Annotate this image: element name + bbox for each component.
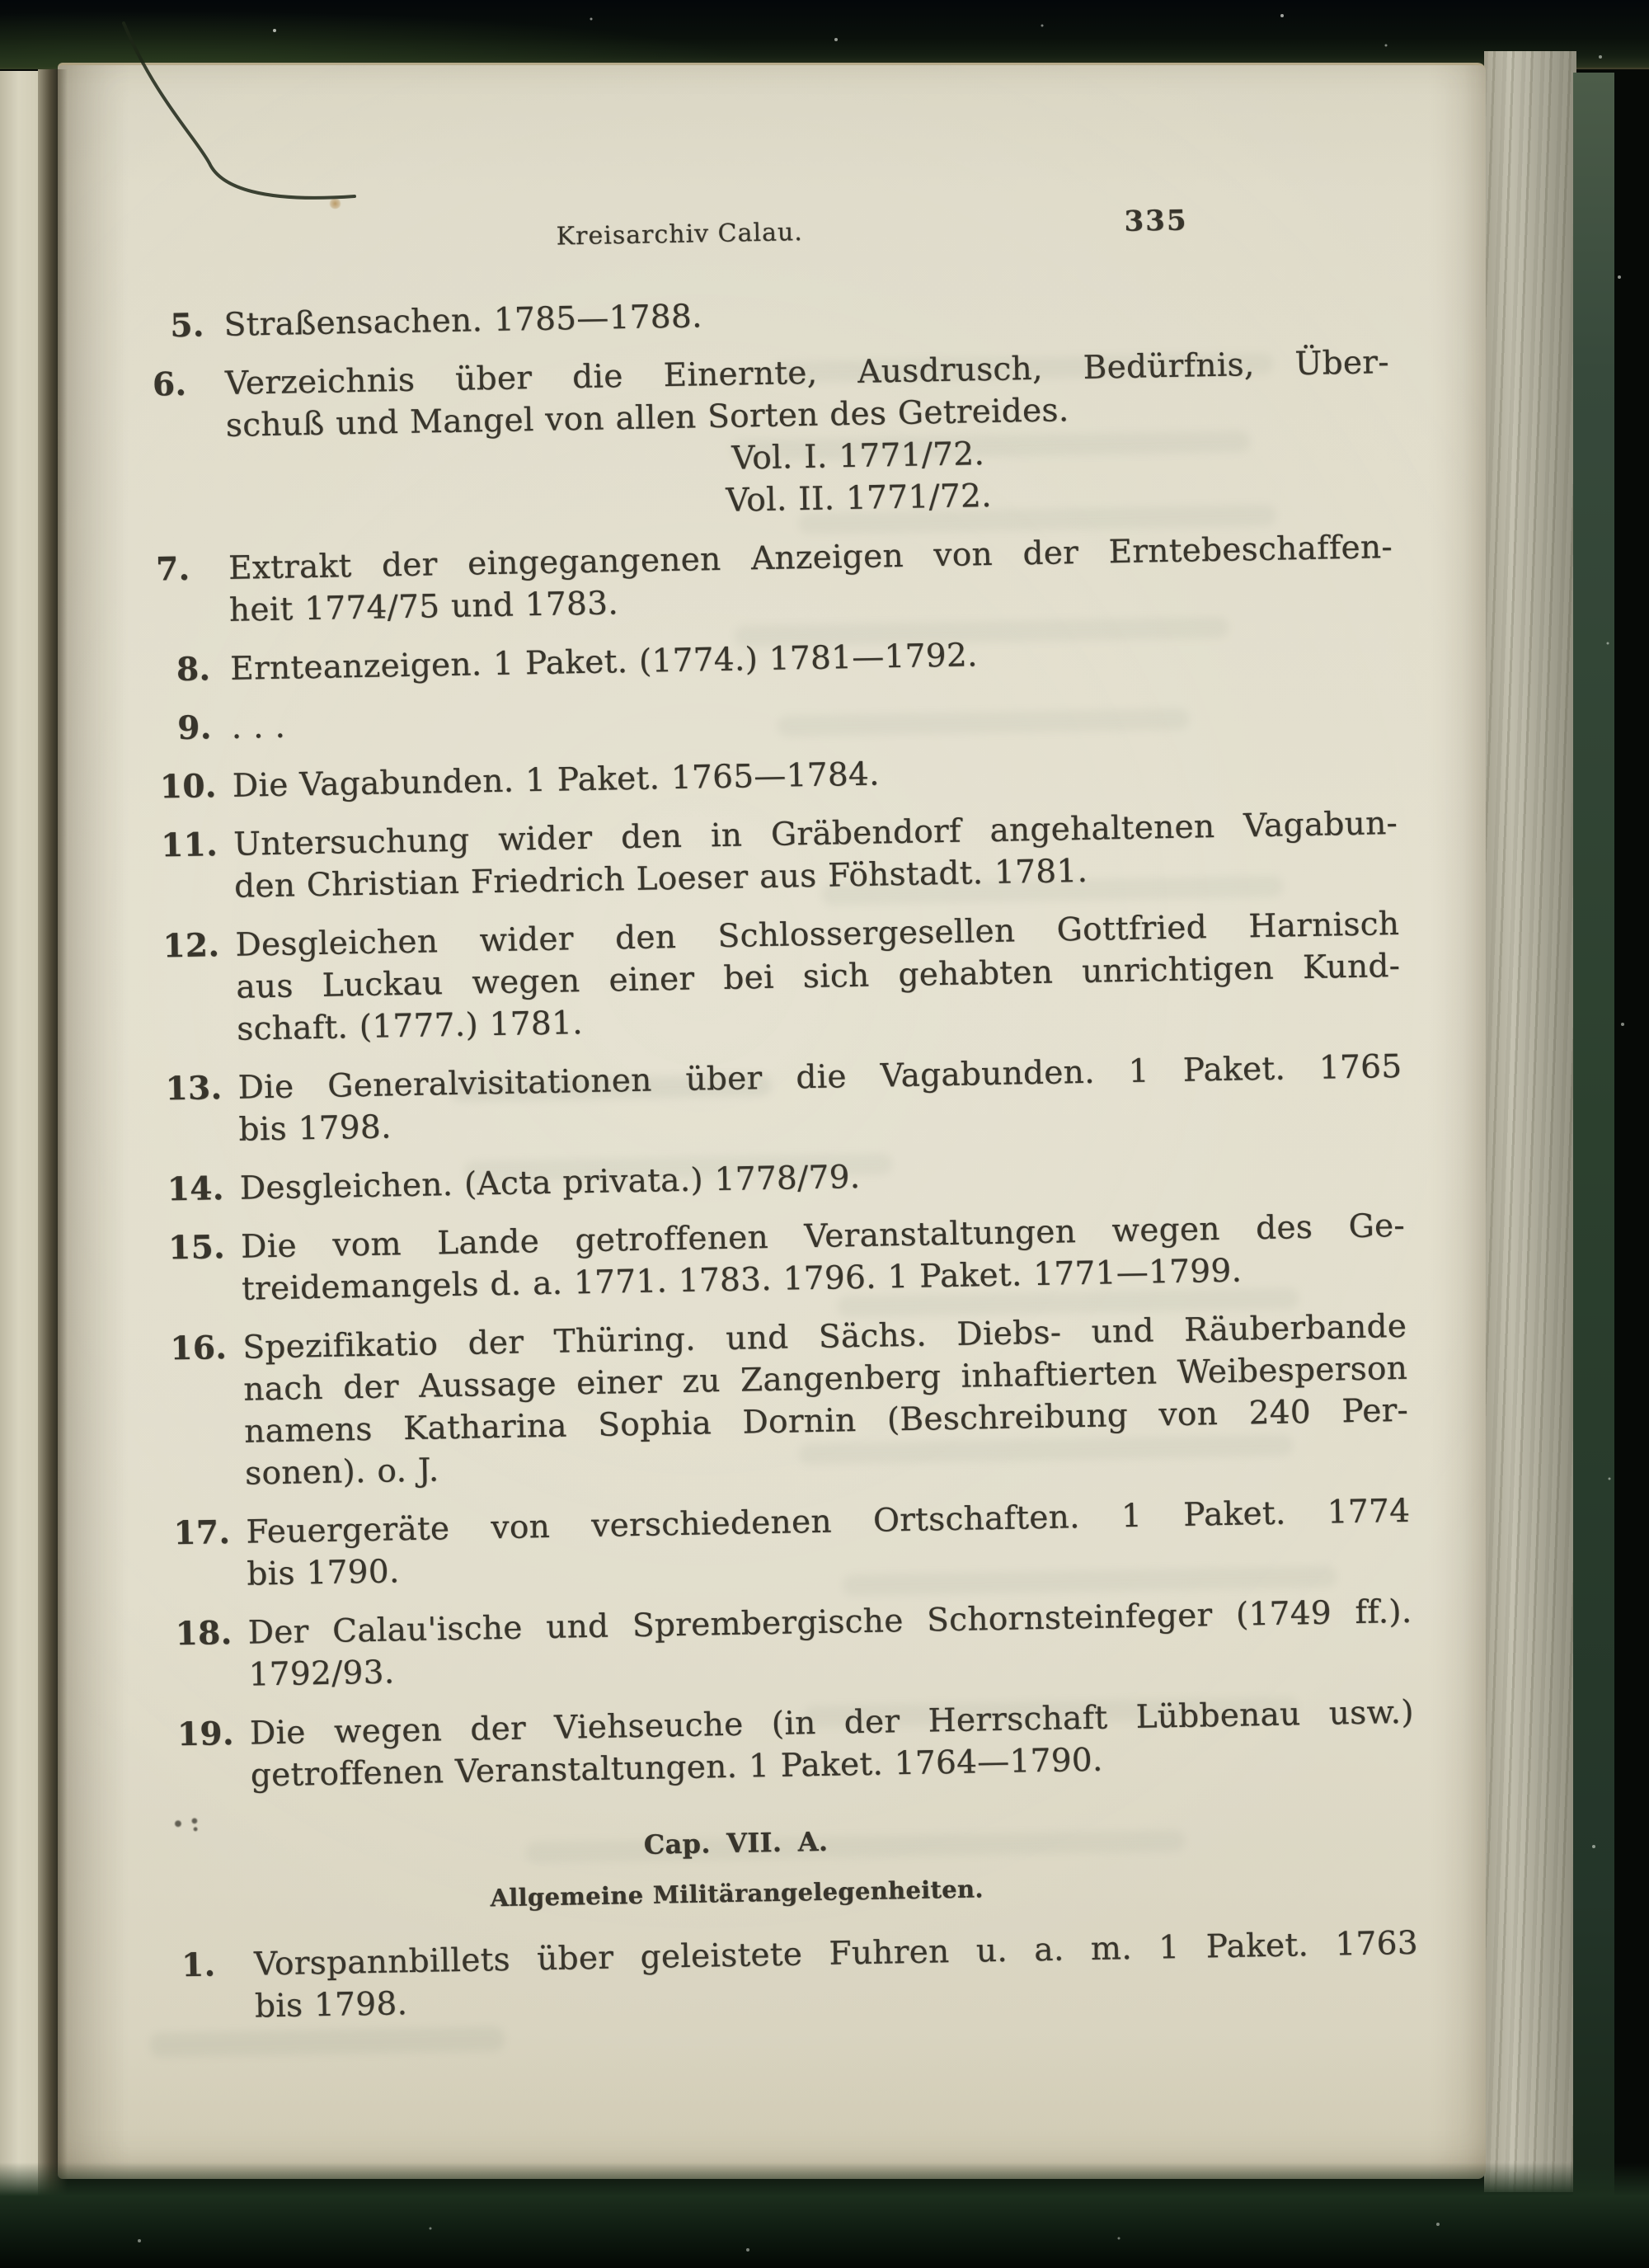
fiber-strand [0, 0, 429, 247]
item-first-line [176, 627, 1395, 690]
item-number: 1. [181, 1946, 216, 1985]
item-text: Vorspannbillets über geleistete Fuhren u. a. m. 1 Paket. 1763 [253, 1924, 1419, 1983]
item-text: Ernteanzeigen. 1 Paket. (1774.) 1781—1792. [229, 637, 979, 688]
item-line: heit 1774/75 und 1783. [228, 585, 619, 629]
item-text: Verzeichnis über die Einernte, Ausdrusch, Bedürfnis, Über- [224, 344, 1390, 402]
item-first-line [159, 744, 1397, 807]
item-number: 8. [176, 650, 211, 689]
book-page [58, 63, 1486, 2179]
item-text: Die Vagabunden. 1 Paket. 1765—1784. [232, 755, 881, 805]
item-volume-line: Vol. I. 1771/72. [731, 435, 985, 478]
item-line: schaft. (1777.) 1781. [236, 1005, 584, 1048]
item-line: treidemangels d. a. 1771. 1783. 1796. 1 Paket. 1771—1799. [241, 1252, 1243, 1308]
item-number: 19. [176, 1714, 235, 1754]
item-line: bis 1798. [254, 1985, 408, 2026]
archive-item [161, 802, 1399, 909]
item-number: 14. [167, 1169, 225, 1209]
archive-item [170, 1306, 1409, 1496]
item-number: 17. [173, 1513, 231, 1553]
archive-item [167, 1146, 1404, 1211]
item-line: bis 1798. [238, 1108, 392, 1149]
running-title: Kreisarchiv Calau. [556, 218, 804, 252]
item-text: Extrakt der eingegangenen Anzeigen von der Erntebeschaffen- [228, 528, 1393, 587]
item-text: Spezifikatio der Thüring. und Sächs. Diebs- und Räuberbande [242, 1307, 1407, 1367]
item-line: aus Luckau wegen einer bei sich gehabten unrichtigen Kund- [235, 947, 1401, 1006]
archive-item [181, 1922, 1420, 2029]
item-text: Straßensachen. 1785—1788. [223, 298, 703, 344]
item-first-line [167, 1146, 1404, 1210]
archive-item [151, 283, 1388, 347]
archive-item [162, 903, 1402, 1052]
gutter-shadow [38, 69, 68, 2214]
archive-item [175, 1591, 1413, 1697]
item-number: 11. [160, 826, 218, 865]
item-volume-line: Vol. II. 1771/72. [726, 477, 993, 520]
item-number: 16. [169, 1329, 228, 1368]
item-number: 12. [162, 926, 220, 966]
book-cover-bottom [0, 2162, 1649, 2268]
item-text: Die wegen der Viehseuche (in der Herrschaft Lübbenau usw.) [249, 1693, 1415, 1753]
item-text: . . . [231, 708, 286, 746]
archive-item-list [151, 283, 1415, 1798]
section-militaria [179, 1810, 1419, 2029]
item-number: 15. [167, 1228, 226, 1268]
page-number: 335 [1124, 204, 1188, 238]
archive-item [165, 1046, 1403, 1152]
item-number: 13. [165, 1069, 223, 1108]
item-number: 9. [176, 708, 213, 748]
item-line: bis 1790. [247, 1553, 401, 1593]
left-page-edge [0, 71, 41, 2227]
archive-content [151, 283, 1419, 2045]
book-cover-right [1573, 73, 1614, 2200]
archive-item [156, 526, 1394, 633]
archive-item [159, 744, 1397, 808]
item-line: den Christian Friedrich Loeser aus Föhstadt. 1781. [233, 852, 1088, 906]
item-number: 7. [155, 549, 190, 589]
archive-item [153, 341, 1392, 532]
item-line: getroffenen Veranstaltungen. 1 Paket. 1764—1790. [250, 1741, 1104, 1795]
item-number: 10. [159, 767, 218, 807]
item-text: Feuergeräte von verschiedenen Ortschaften. 1 Paket. 1774 [246, 1492, 1411, 1551]
item-text: Desgleichen wider den Schlossergesellen Gottfried Harnisch [235, 905, 1400, 964]
item-first-line [176, 685, 1396, 749]
item-line: 1792/93. [248, 1654, 395, 1694]
item-line: nach der Aussage einer zu Zangenberg inhaftierten Weibesperson [242, 1349, 1408, 1409]
item-first-line [169, 283, 1388, 346]
item-text: Desgleichen. (Acta privata.) 1778/79. [239, 1158, 861, 1207]
item-text: Der Calau'ische und Sprembergische Schornsteinfeger (1749 ff.). [247, 1593, 1412, 1652]
archive-item [177, 1692, 1416, 1798]
item-number: 6. [152, 365, 187, 404]
page-content [40, 52, 1506, 2191]
section-item-list [181, 1922, 1420, 2029]
item-line: sonen). o. J. [244, 1452, 439, 1493]
archive-item [173, 1490, 1412, 1597]
item-text: Untersuchung wider den in Gräbendorf angehaltenen Vagabun- [233, 804, 1398, 863]
section-title: Allgemeine Militärangelegenheiten. [490, 1875, 984, 1913]
archive-item [157, 627, 1395, 691]
item-text: Die vom Lande getroffenen Veranstaltungen wegen des Ge- [240, 1207, 1406, 1266]
item-line: schuß und Mangel von allen Sorten des Getreides. [225, 392, 1069, 445]
chapter-heading: Cap. VII. A. [643, 1825, 829, 1861]
item-number: 18. [175, 1614, 233, 1654]
archive-item [158, 685, 1396, 750]
item-text: Die Generalvisitationen über die Vagabunden. 1 Paket. 1765 [237, 1047, 1402, 1107]
archive-item [168, 1205, 1407, 1311]
item-line: namens Katharina Sophia Dornin (Beschreibung von 240 Per- [243, 1391, 1409, 1451]
item-number: 5. [169, 306, 205, 346]
